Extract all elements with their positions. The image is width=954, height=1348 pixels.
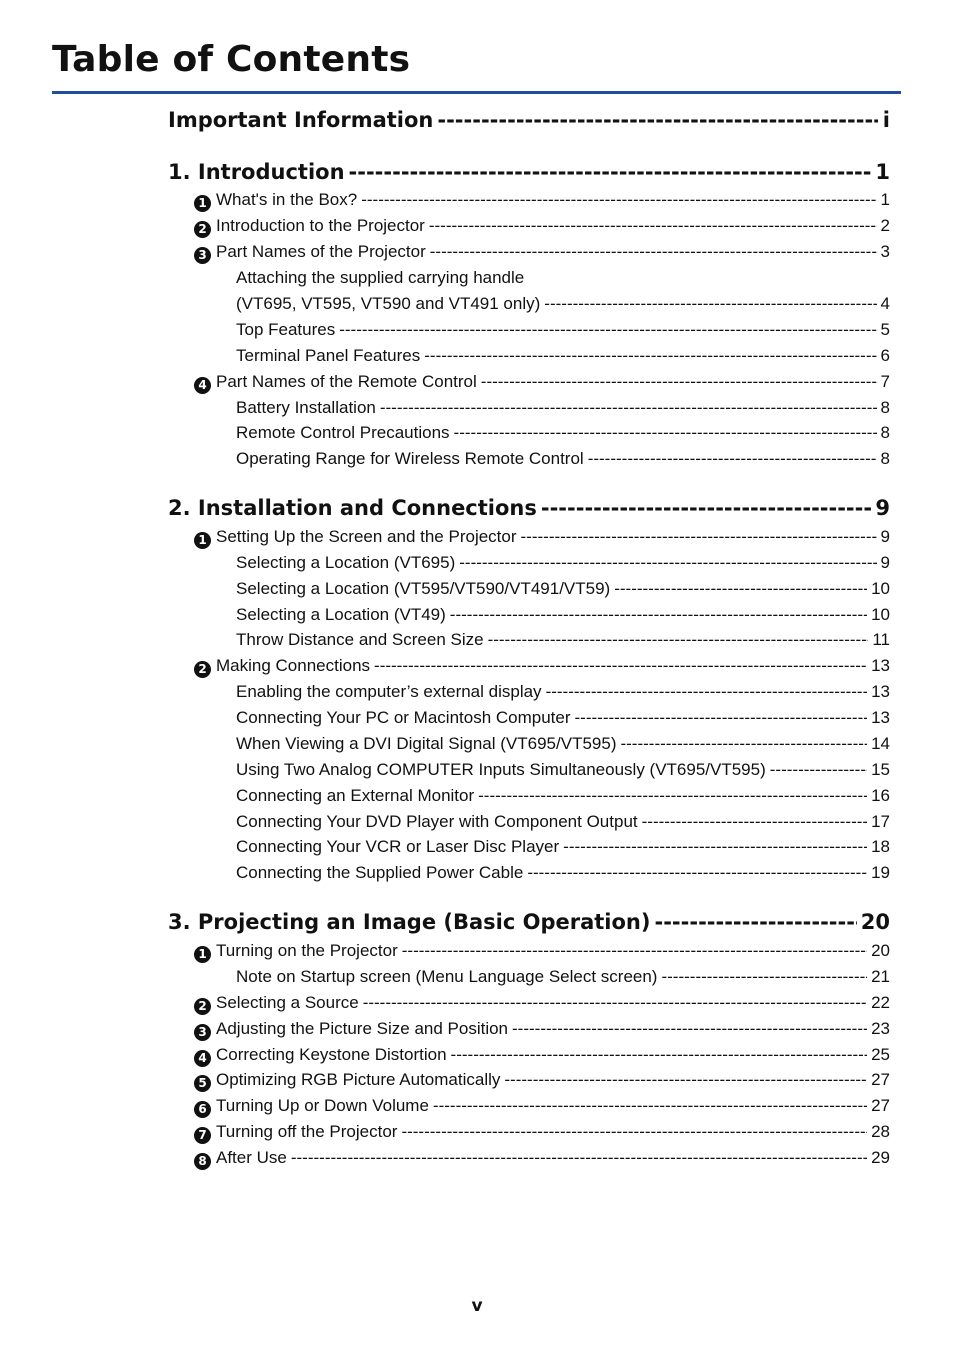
toc-page-number: 27 xyxy=(871,1070,890,1089)
toc-entry[interactable] xyxy=(168,423,890,443)
toc-entry-label: Selecting a Location (VT49) xyxy=(236,605,446,624)
toc-entry-label: Using Two Analog COMPUTER Inputs Simultaneously (VT695/VT595) xyxy=(236,760,766,779)
toc-page-number: i xyxy=(882,108,890,132)
toc-page-number: 29 xyxy=(871,1148,890,1167)
toc-entry[interactable] xyxy=(168,1148,890,1168)
toc-entry-label: Note on Startup screen (Menu Language Select screen) xyxy=(236,967,658,986)
toc-entry[interactable] xyxy=(168,630,890,650)
toc-page-number: 13 xyxy=(871,682,890,701)
toc-entry[interactable] xyxy=(168,708,890,728)
toc-entry-label: 2. Installation and Connections xyxy=(168,496,537,520)
dot-leader xyxy=(575,708,868,728)
toc-entry-label: 5 Optimizing RGB Picture Automatically xyxy=(194,1070,500,1090)
toc-entry-label: Battery Installation xyxy=(236,398,376,417)
toc-entry-label: Connecting an External Monitor xyxy=(236,786,475,805)
toc-page-number: 25 xyxy=(871,1045,890,1064)
toc-entry[interactable] xyxy=(168,320,890,340)
circled-number-icon: 2 xyxy=(194,998,211,1015)
toc-entry-label: 2 Introduction to the Projector xyxy=(194,216,425,236)
circled-number-icon: 8 xyxy=(194,1153,211,1170)
dot-leader xyxy=(424,346,876,366)
toc-entry-label: Connecting Your DVD Player with Component Output xyxy=(236,812,638,831)
circled-number-icon: 2 xyxy=(194,221,211,238)
toc-entry[interactable] xyxy=(168,682,890,702)
dot-leader xyxy=(512,1019,867,1039)
toc-entry-text: Attaching the supplied carrying handle xyxy=(236,268,525,287)
toc-entry-label: 4 Correcting Keystone Distortion xyxy=(194,1045,447,1065)
toc-entry-label: 3 Part Names of the Projector xyxy=(194,242,426,262)
dot-leader xyxy=(380,398,877,418)
dot-leader xyxy=(401,1122,867,1142)
circled-number-icon: 1 xyxy=(194,532,211,549)
dot-leader xyxy=(478,786,867,806)
toc-page-number: 9 xyxy=(880,553,890,572)
toc-entry-label: 3. Projecting an Image (Basic Operation) xyxy=(168,910,651,934)
toc-entry-label: When Viewing a DVI Digital Signal (VT695/VT595) xyxy=(236,734,617,753)
dot-leader xyxy=(361,190,876,210)
dot-leader xyxy=(521,527,877,547)
circled-number-icon: 6 xyxy=(194,1101,211,1118)
toc-entry[interactable] xyxy=(168,863,890,883)
dot-leader xyxy=(349,160,872,184)
toc-section[interactable] xyxy=(168,910,890,934)
toc-entry[interactable] xyxy=(168,967,890,987)
toc-entry[interactable] xyxy=(168,1122,890,1142)
dot-leader xyxy=(451,1045,868,1065)
toc-page-number: 21 xyxy=(871,967,890,986)
circled-number-icon: 4 xyxy=(194,1050,211,1067)
circled-number-icon: 5 xyxy=(194,1075,211,1092)
dot-leader xyxy=(339,320,876,340)
dot-leader xyxy=(620,734,867,754)
toc-entry-label: Throw Distance and Screen Size xyxy=(236,630,484,649)
toc-entry[interactable] xyxy=(168,242,890,262)
toc-page-number: 10 xyxy=(871,605,890,624)
toc-page-number: 17 xyxy=(871,812,890,831)
toc-entry[interactable] xyxy=(168,346,890,366)
toc-entry[interactable] xyxy=(168,734,890,754)
dot-leader xyxy=(588,449,877,469)
toc-section[interactable] xyxy=(168,108,890,132)
toc-entry-label: 3 Adjusting the Picture Size and Position xyxy=(194,1019,508,1039)
page-title: Table of Contents xyxy=(52,39,411,80)
dot-leader xyxy=(429,216,877,236)
dot-leader xyxy=(504,1070,867,1090)
toc-entry[interactable] xyxy=(168,786,890,806)
toc-entry[interactable] xyxy=(168,449,890,469)
dot-leader xyxy=(402,941,867,961)
toc-page-number: 10 xyxy=(871,579,890,598)
toc-entry[interactable] xyxy=(168,1096,890,1116)
toc-entry-label: 2 Making Connections xyxy=(194,656,370,676)
toc-entry-label: Remote Control Precautions xyxy=(236,423,450,442)
toc-page-number: 11 xyxy=(872,630,890,649)
dot-leader xyxy=(454,423,877,443)
toc-entry-label: Selecting a Location (VT595/VT590/VT491/VT59) xyxy=(236,579,611,598)
toc-page-number: 7 xyxy=(880,372,890,391)
dot-leader xyxy=(374,656,867,676)
toc-entry-label: 1 Setting Up the Screen and the Projector xyxy=(194,527,517,547)
dot-leader xyxy=(433,1096,867,1116)
toc-entry-label: Terminal Panel Features xyxy=(236,346,421,365)
toc-entry-label: Connecting Your VCR or Laser Disc Player xyxy=(236,837,560,856)
toc-entry[interactable] xyxy=(168,527,890,547)
toc-page-number: 20 xyxy=(871,941,890,960)
circled-number-icon: 4 xyxy=(194,377,211,394)
dot-leader xyxy=(488,630,869,650)
circled-number-icon: 7 xyxy=(194,1127,211,1144)
toc-entry[interactable] xyxy=(168,605,890,625)
toc-entry[interactable] xyxy=(168,1019,890,1039)
page-number: v xyxy=(471,1296,483,1316)
toc-page-number: 1 xyxy=(875,160,890,184)
toc-page-number: 8 xyxy=(880,398,890,417)
dot-leader xyxy=(654,910,856,934)
toc-entry[interactable] xyxy=(168,1070,890,1090)
dot-leader xyxy=(546,682,868,702)
toc-section[interactable] xyxy=(168,160,890,184)
toc-entry-label: Connecting the Supplied Power Cable xyxy=(236,863,524,882)
toc-entry-label: Important Information xyxy=(168,108,434,132)
toc-page-number: 4 xyxy=(880,294,890,313)
dot-leader xyxy=(527,863,867,883)
toc-page-number: 13 xyxy=(871,708,890,727)
toc-entry[interactable] xyxy=(168,656,890,676)
dot-leader xyxy=(430,242,877,262)
toc-page-number: 16 xyxy=(871,786,890,805)
toc-page-number: 2 xyxy=(880,216,890,235)
toc-entry[interactable] xyxy=(168,579,890,599)
toc-page-number: 5 xyxy=(880,320,890,339)
toc-entry[interactable] xyxy=(168,398,890,418)
toc-entry-label: Connecting Your PC or Macintosh Computer xyxy=(236,708,571,727)
circled-number-icon: 2 xyxy=(194,661,211,678)
circled-number-icon: 3 xyxy=(194,1024,211,1041)
dot-leader xyxy=(614,579,867,599)
toc-entry-label: Enabling the computer’s external display xyxy=(236,682,542,701)
toc-page-number: 6 xyxy=(880,346,890,365)
dot-leader xyxy=(481,372,877,392)
toc-entry[interactable] xyxy=(168,837,890,857)
circled-number-icon: 3 xyxy=(194,247,211,264)
toc-section[interactable] xyxy=(168,496,890,520)
toc-entry-label: 4 Part Names of the Remote Control xyxy=(194,372,477,392)
dot-leader xyxy=(544,294,876,314)
toc-entry-label: (VT695, VT595, VT590 and VT491 only) xyxy=(236,294,541,313)
toc-entry-label: 1 Turning on the Projector xyxy=(194,941,398,961)
dot-leader xyxy=(291,1148,867,1168)
dot-leader xyxy=(363,993,867,1013)
toc-page-number: 8 xyxy=(880,423,890,442)
toc-entry-label: 7 Turning off the Projector xyxy=(194,1122,397,1142)
toc-page-number: 1 xyxy=(880,190,890,209)
toc-page-number: 22 xyxy=(871,993,890,1012)
dot-leader xyxy=(563,837,867,857)
toc-page-number: 3 xyxy=(880,242,890,261)
dot-leader xyxy=(661,967,867,987)
toc-entry[interactable] xyxy=(168,812,890,832)
toc-entry-label: Selecting a Location (VT695) xyxy=(236,553,456,572)
toc-entry-label: 1. Introduction xyxy=(168,160,345,184)
toc-entry[interactable] xyxy=(168,190,890,210)
toc-page-number: 28 xyxy=(871,1122,890,1141)
toc-entry[interactable] xyxy=(168,216,890,236)
circled-number-icon: 1 xyxy=(194,946,211,963)
dot-leader xyxy=(437,108,878,132)
dot-leader xyxy=(450,605,867,625)
toc-entry[interactable] xyxy=(168,941,890,961)
toc-entry[interactable] xyxy=(168,553,890,573)
toc-entry-label: 8 After Use xyxy=(194,1148,287,1168)
toc-page-number: 23 xyxy=(871,1019,890,1038)
toc-entry[interactable] xyxy=(168,1045,890,1065)
toc-page-number: 27 xyxy=(871,1096,890,1115)
title-rule xyxy=(52,91,901,94)
toc-entry[interactable] xyxy=(168,760,890,780)
toc-page-number: 19 xyxy=(871,863,890,882)
toc-page-number: 13 xyxy=(871,656,890,675)
dot-leader xyxy=(770,760,867,780)
toc-page-number: 9 xyxy=(880,527,890,546)
toc-page-number: 15 xyxy=(871,760,890,779)
toc-page-number: 14 xyxy=(871,734,890,753)
toc-page-number: 18 xyxy=(871,837,890,856)
toc-entry[interactable] xyxy=(168,294,890,314)
toc-page-number: 8 xyxy=(880,449,890,468)
toc-entry-label: 6 Turning Up or Down Volume xyxy=(194,1096,429,1116)
toc-entry[interactable] xyxy=(168,372,890,392)
toc-page-number: 9 xyxy=(875,496,890,520)
dot-leader xyxy=(459,553,876,573)
toc-entry[interactable] xyxy=(168,993,890,1013)
toc-page-number: 20 xyxy=(860,910,890,934)
circled-number-icon: 1 xyxy=(194,195,211,212)
dot-leader xyxy=(642,812,867,832)
toc-entry-label: Top Features xyxy=(236,320,336,339)
toc-entry-label: 2 Selecting a Source xyxy=(194,993,359,1013)
toc-entry-label: Operating Range for Wireless Remote Control xyxy=(236,449,584,468)
dot-leader xyxy=(541,496,872,520)
toc-entry-label: 1 What's in the Box? xyxy=(194,190,357,210)
